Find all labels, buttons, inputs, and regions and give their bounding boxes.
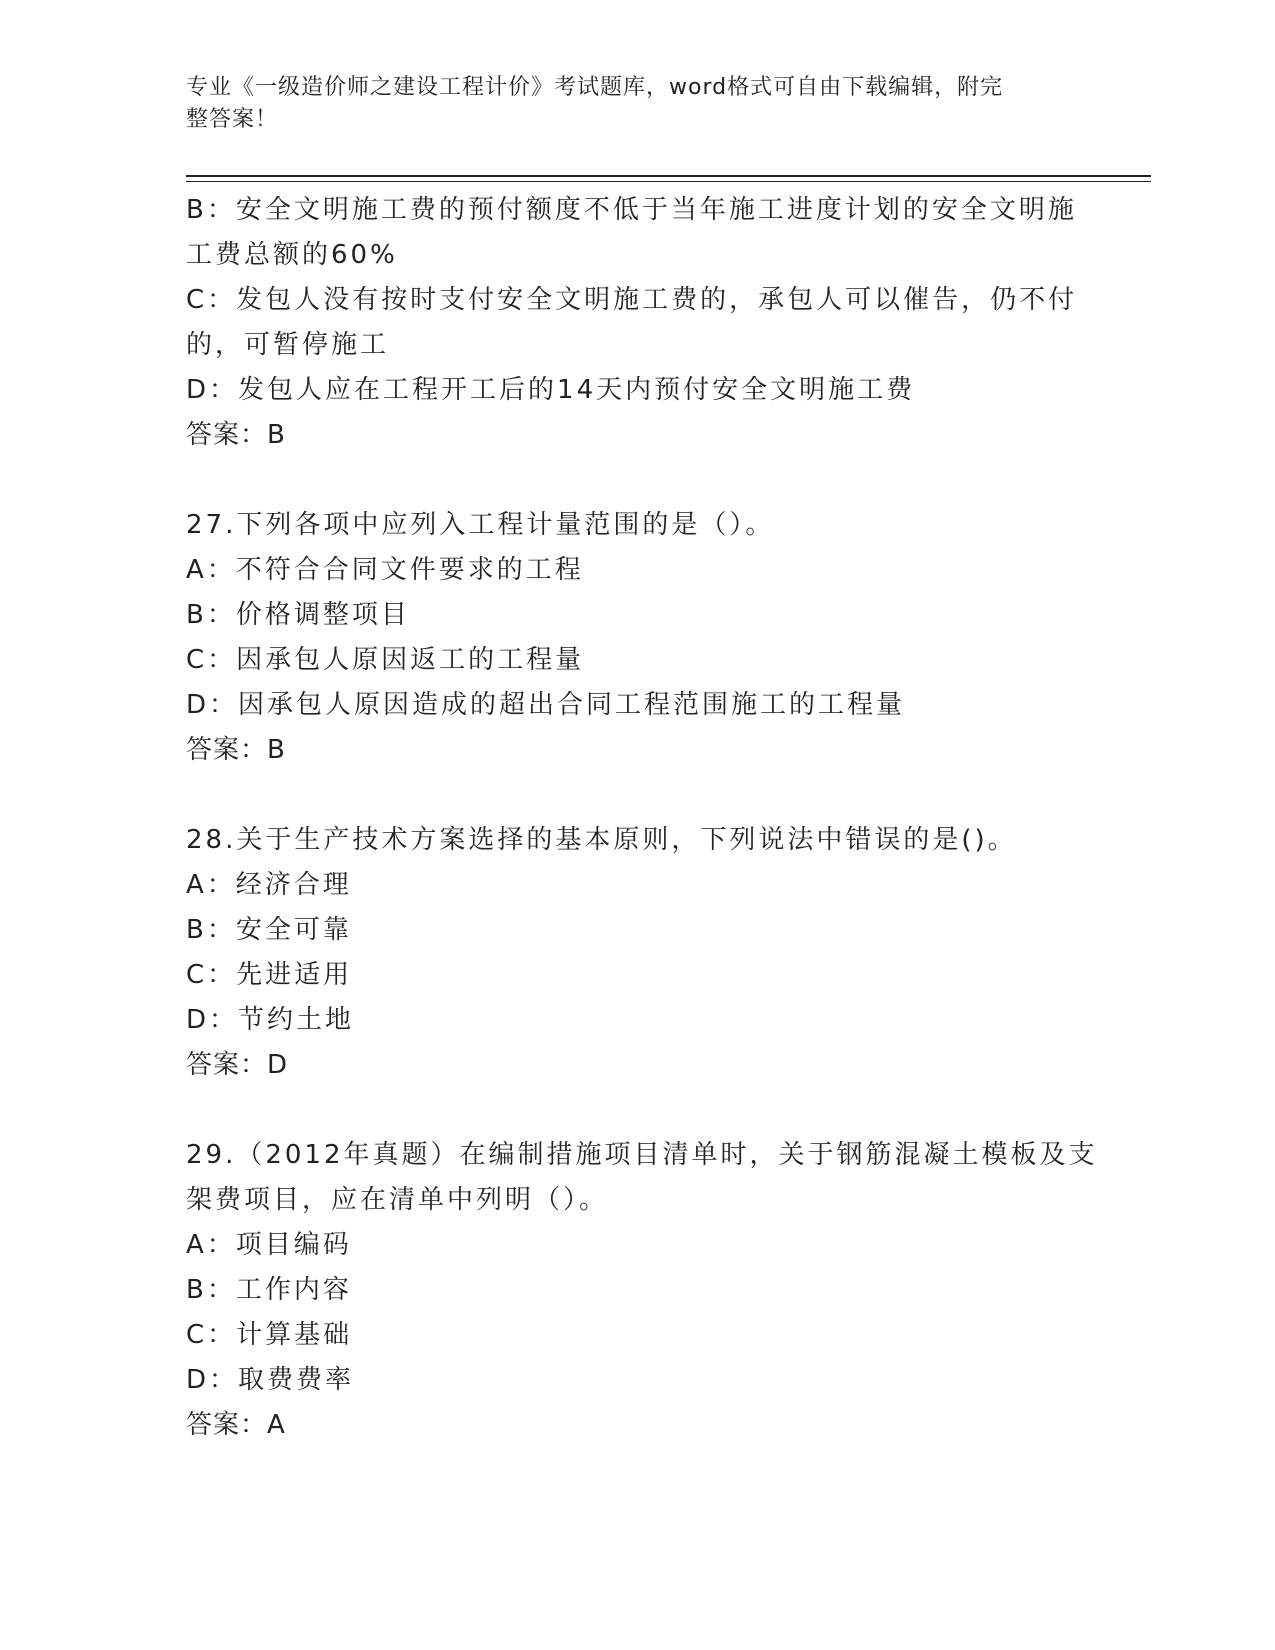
- q27-answer: 答案：B: [186, 735, 286, 765]
- spacer: [186, 1088, 1086, 1133]
- question-29: [186, 1133, 1098, 1448]
- q28-option-c: C：先进适用: [186, 960, 353, 990]
- q27-question: 27.下列各项中应列入工程计量范围的是（）。: [186, 510, 775, 540]
- q29-option-b: B：工作内容: [186, 1275, 352, 1305]
- q29-option-a: A：项目编码: [186, 1230, 352, 1260]
- q26-option-b-line-1: B：安全文明施工费的预付额度不低于当年施工进度计划的安全文明施: [186, 195, 1077, 225]
- question-list: [186, 188, 1098, 1448]
- question-26-tail: [186, 188, 1086, 458]
- q26-answer: 答案：B: [186, 420, 286, 450]
- spacer: [186, 458, 1086, 503]
- q28-option-a: A：经济合理: [186, 870, 352, 900]
- header-divider-thin: [186, 181, 1151, 182]
- document-header: [186, 72, 1066, 136]
- q29-question-line-1: 29.（2012年真题）在编制措施项目清单时，关于钢筋混凝土模板及支: [186, 1140, 1098, 1170]
- header-line-1: 专业《一级造价师之建设工程计价》考试题库，word格式可自由下载编辑，附完: [186, 75, 1004, 100]
- spacer: [186, 773, 1086, 818]
- q26-option-c-line-1: C：发包人没有按时支付安全文明施工费的，承包人可以催告，仍不付: [186, 285, 1078, 315]
- q26-option-b-line-2: 工费总额的60%: [186, 240, 398, 270]
- q27-option-a: A：不符合合同文件要求的工程: [186, 555, 584, 585]
- q29-answer: 答案：A: [186, 1410, 286, 1440]
- q28-question: 28.关于生产技术方案选择的基本原则，下列说法中错误的是()。: [186, 825, 1017, 855]
- q29-question-line-2: 架费项目，应在清单中列明（）。: [186, 1185, 609, 1215]
- header-line-2: 整答案！: [186, 107, 279, 132]
- q29-option-d: D：取费费率: [186, 1365, 355, 1395]
- q26-option-d: D：发包人应在工程开工后的14天内预付安全文明施工费: [186, 375, 916, 405]
- q27-option-c: C：因承包人原因返工的工程量: [186, 645, 585, 675]
- q26-option-c-line-2: 的，可暂停施工: [186, 330, 390, 360]
- question-28: [186, 818, 1086, 1088]
- q29-option-c: C：计算基础: [186, 1320, 353, 1350]
- header-divider-thick: [186, 175, 1151, 177]
- q27-option-d: D：因承包人原因造成的超出合同工程范围施工的工程量: [186, 690, 906, 720]
- q28-option-b: B：安全可靠: [186, 915, 352, 945]
- q27-option-b: B：价格调整项目: [186, 600, 410, 630]
- q28-answer: 答案：D: [186, 1050, 289, 1080]
- question-27: [186, 503, 1086, 773]
- q28-option-d: D：节约土地: [186, 1005, 355, 1035]
